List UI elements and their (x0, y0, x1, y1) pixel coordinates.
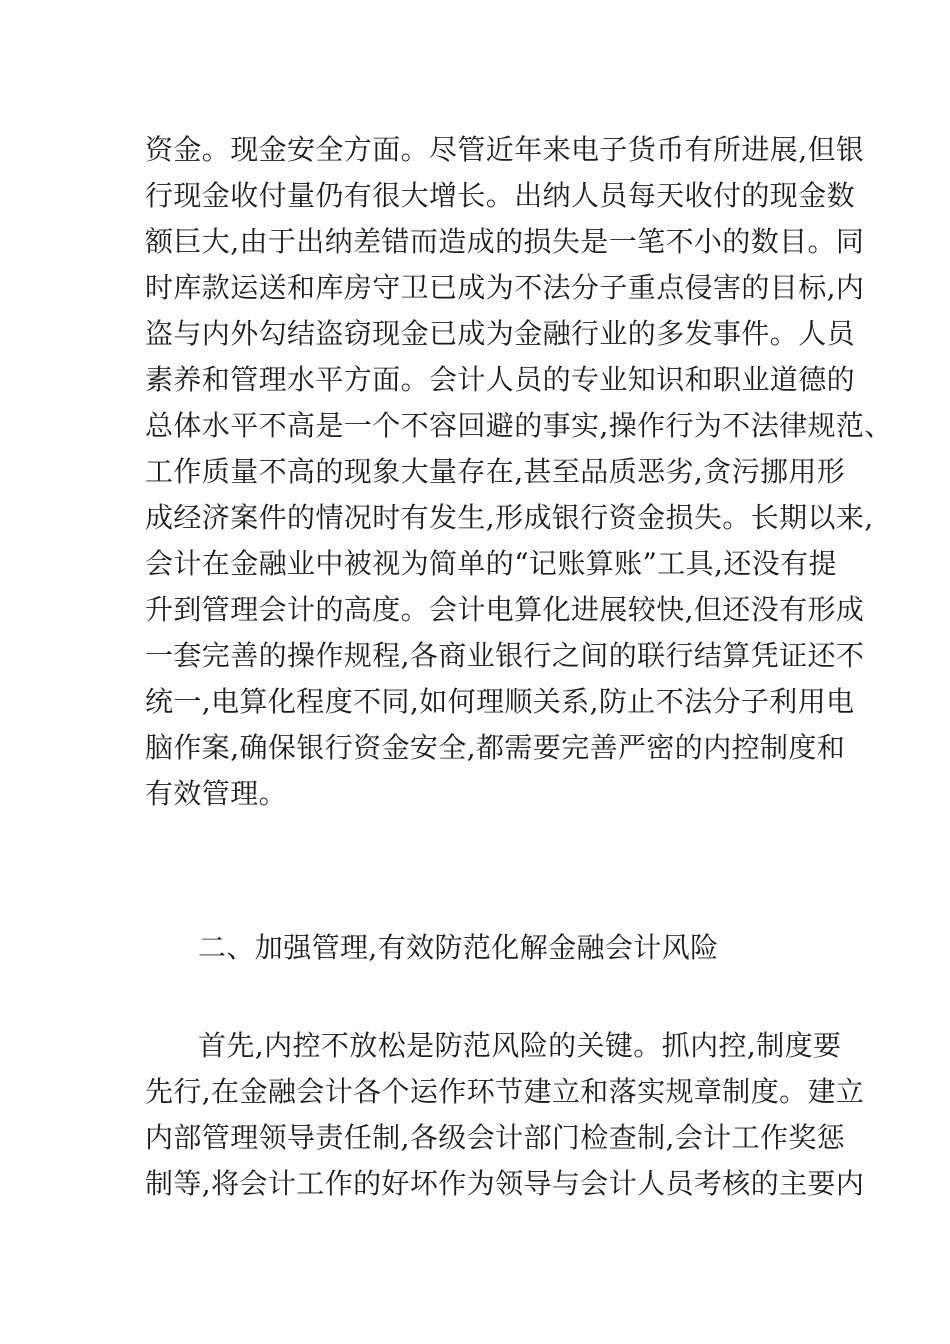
text-line: 先行,在金融会计各个运作环节建立和落实规章制度。建立 (145, 1075, 865, 1108)
text-line: 时库款运送和库房守卫已成为不法分子重点侵害的目标,内 (145, 271, 865, 304)
text-line: 资金。现金安全方面。尽管近年来电子货币有所进展,但银 (145, 133, 865, 166)
text-line: 制等,将会计工作的好坏作为领导与会计人员考核的主要内 (145, 1167, 865, 1200)
text-line: 工作质量不高的现象大量存在,甚至品质恶劣,贪污挪用形 (145, 455, 846, 488)
text-line: 首先,内控不放松是防范风险的关键。抓内控,制度要 (198, 1029, 842, 1062)
text-line: 素养和管理水平方面。会计人员的专业知识和职业道德的 (145, 363, 856, 396)
text-line: 总体水平不高是一个不容回避的事实,操作行为不法律规范、 (145, 409, 893, 442)
section-heading: 二、加强管理,有效防范化解金融会计风险 (198, 931, 719, 964)
text-line: 脑作案,确保银行资金安全,都需要完善严密的内控制度和 (145, 731, 846, 764)
text-line: 行现金收付量仍有很大增长。出纳人员每天收付的现金数 (145, 179, 856, 212)
text-line: 额巨大,由于出纳差错而造成的损失是一笔不小的数目。同 (145, 225, 865, 258)
text-line: 盗与内外勾结盗窃现金已成为金融行业的多发事件。人员 (145, 317, 856, 350)
text-line: 成经济案件的情况时有发生,形成银行资金损失。长期以来, (145, 501, 874, 534)
text-line: 一套完善的操作规程,各商业银行之间的联行结算凭证还不 (145, 639, 865, 672)
text-line: 内部管理领导责任制,各级会计部门检查制,会计工作奖惩 (145, 1121, 846, 1154)
text-line: 会计在金融业中被视为简单的“记账算账”工具,还没有提 (145, 547, 837, 580)
text-line: 统一,电算化程度不同,如何理顺关系,防止不法分子利用电 (145, 685, 855, 718)
text-line: 有效管理。 (145, 777, 288, 810)
text-line: 升到管理会计的高度。会计电算化进展较快,但还没有形成 (145, 593, 865, 626)
